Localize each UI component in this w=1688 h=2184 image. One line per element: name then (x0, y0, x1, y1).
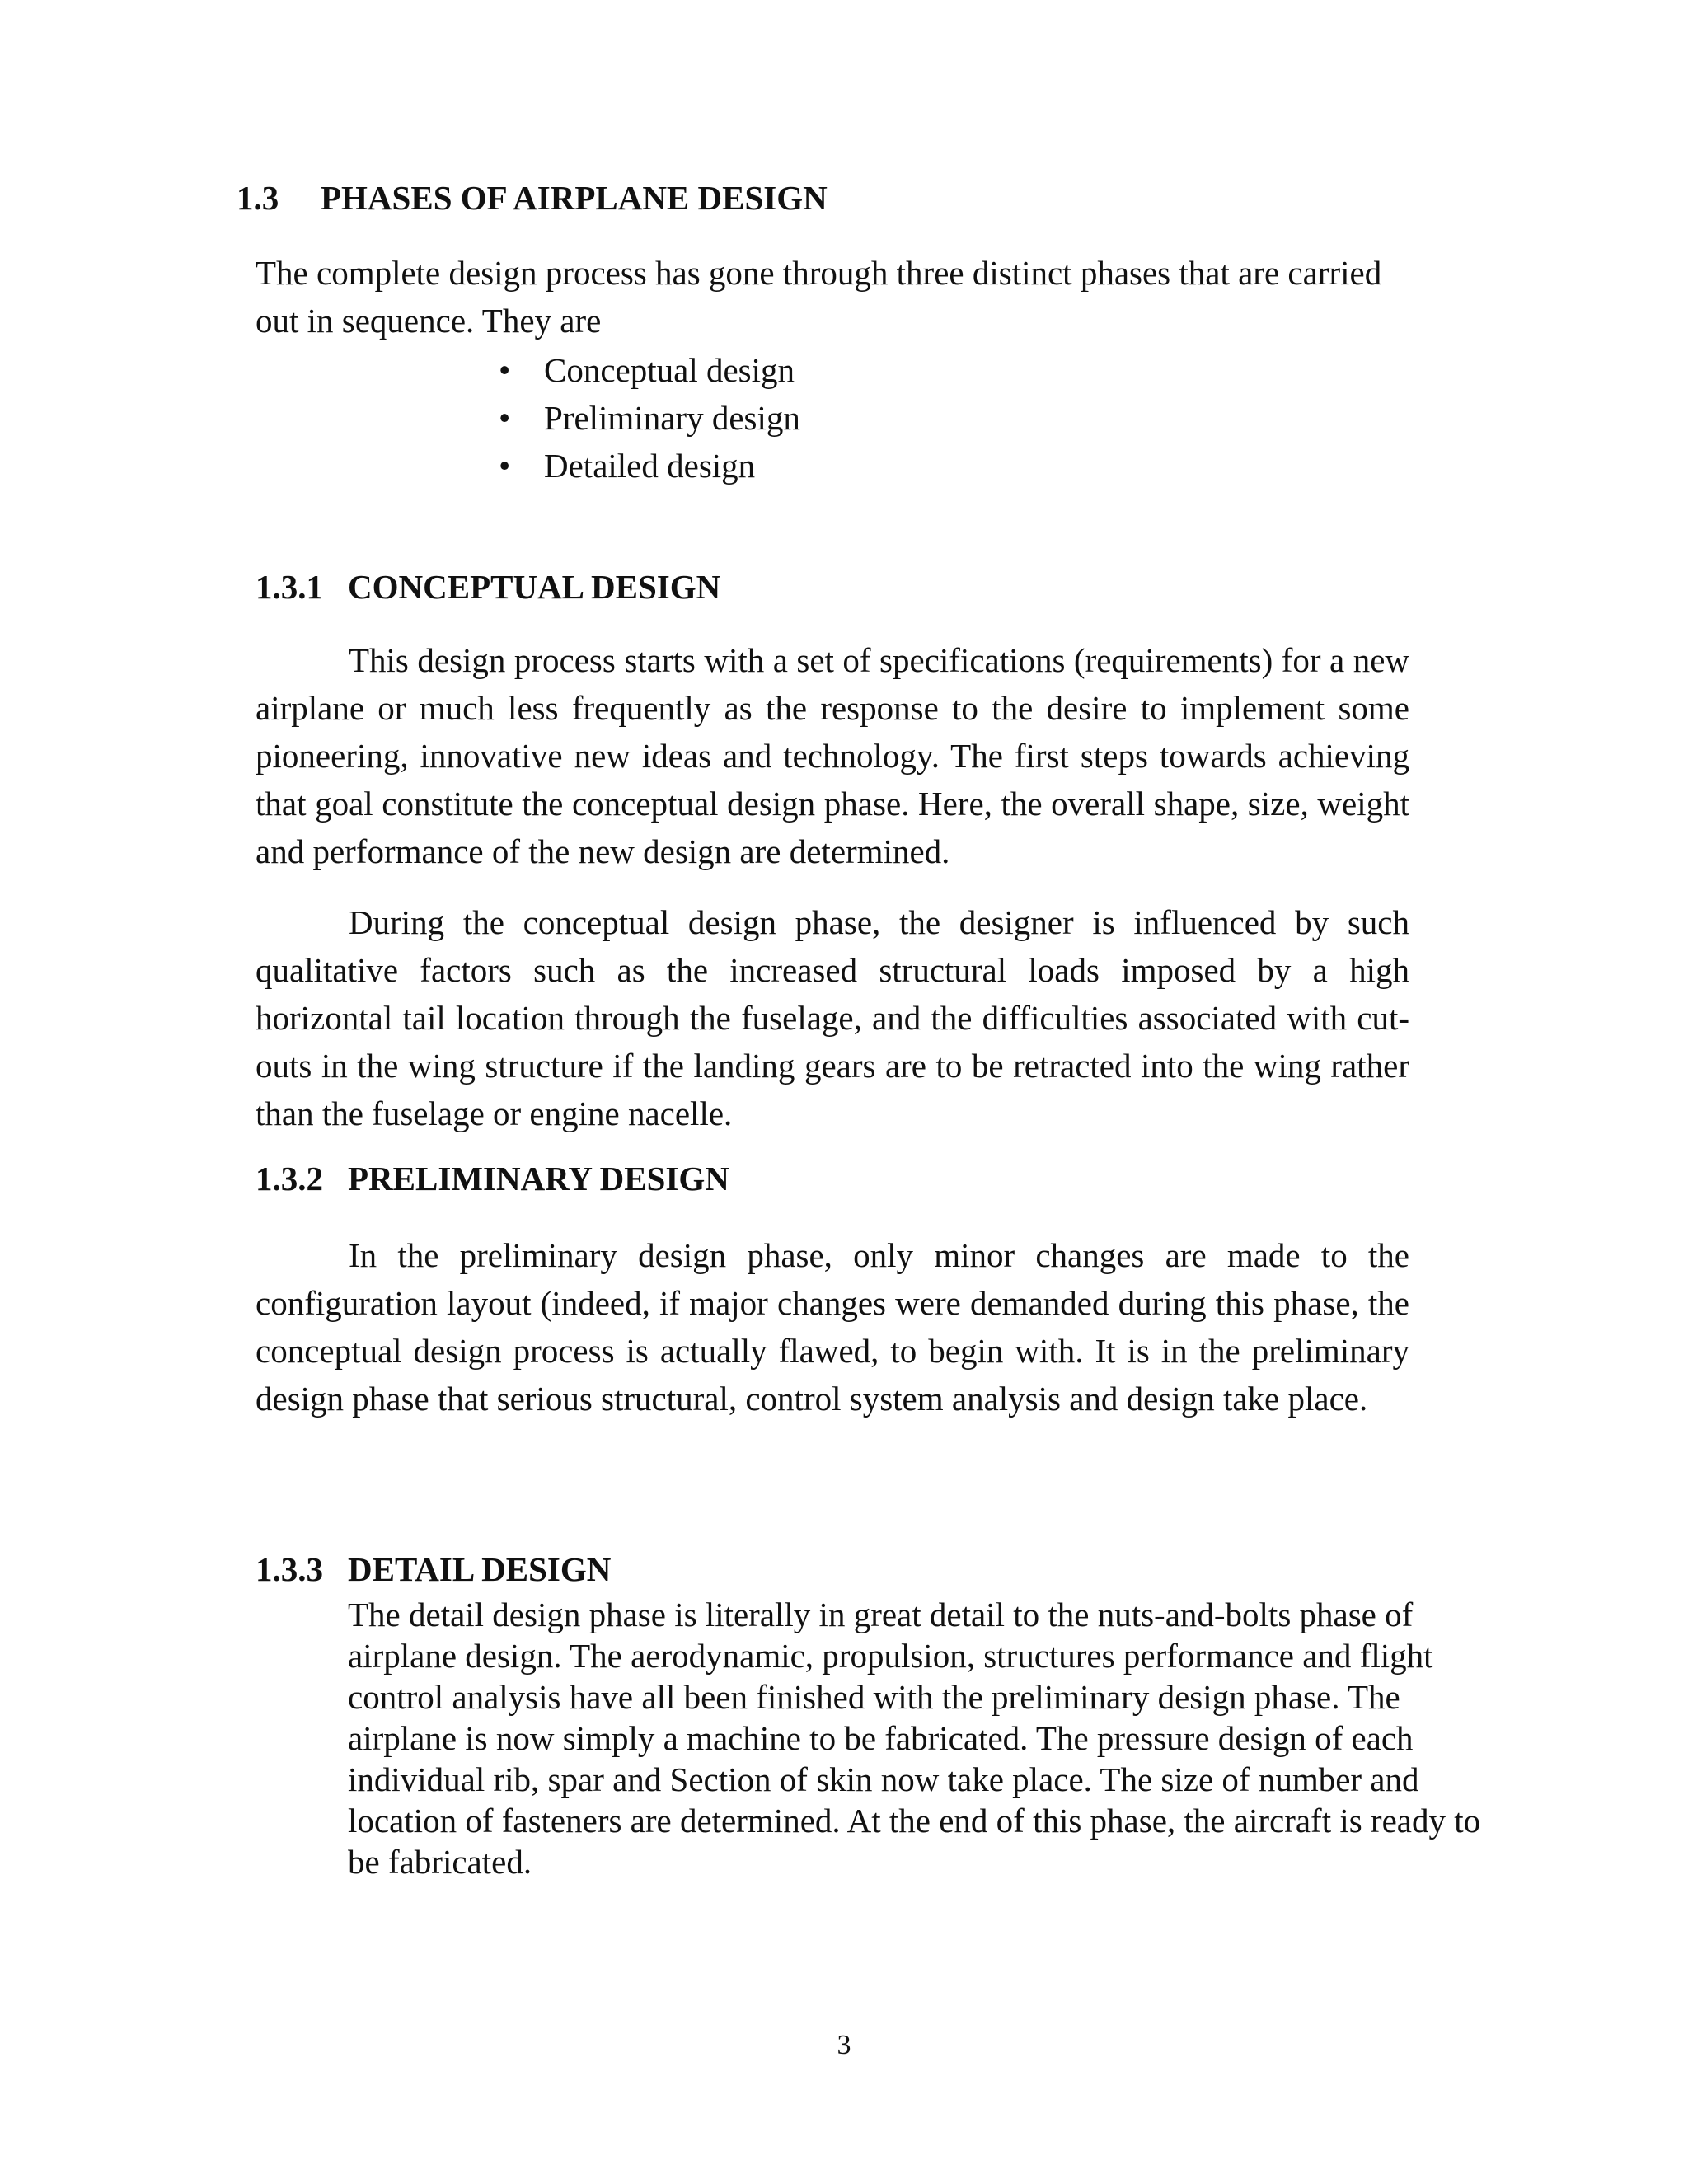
section-title: CONCEPTUAL DESIGN (348, 568, 721, 606)
body-paragraph: In the preliminary design phase, only minor changes are made to the configuration layout (indeed, if major changes were demanded during this phase, the conceptual design process is actually flawed, to begin with. It is in the preliminary design phase that serious structural, control system analysis and design take place. (256, 1236, 1409, 1418)
section-title: PRELIMINARY DESIGN (348, 1160, 729, 1197)
list-item-label: Conceptual design (544, 351, 795, 389)
list-item (499, 346, 800, 394)
page-number: 3 (837, 2030, 851, 2060)
list-item-label: Preliminary design (544, 399, 800, 437)
section-number: 1.3.1 (256, 568, 323, 606)
body-paragraph: The detail design phase is literally in great detail to the nuts-and-bolts phase of airplane design. The aerodynamic, propulsion, structures performance and flight control analysis have all been finished with the preliminary design phase. The airplane is now simply a machine to be fabricated. The pressure design of each individual rib, spar and Section of skin now take place. The size of number and location of fasteners are determined. At the end of this phase, the aircraft is ready to be fabricated. (348, 1596, 1481, 1881)
intro-paragraph: The complete design process has gone through three distinct phases that are carried out in sequence. They are (256, 254, 1382, 340)
section-number: 1.3.3 (256, 1550, 323, 1588)
section-title: PHASES OF AIRPLANE DESIGN (321, 179, 828, 217)
bullet-glyph: • (499, 351, 511, 389)
section-title: DETAIL DESIGN (348, 1550, 612, 1588)
section-number: 1.3 (237, 179, 279, 217)
bullet-glyph: • (499, 399, 511, 437)
phase-list (499, 346, 800, 490)
body-paragraph: During the conceptual design phase, the designer is influenced by such qualitative factors such as the increased structural loads imposed by a high horizontal tail location through the fuselage, and the difficulties associated with cut-outs in the wing structure if the landing gears are to be retracted into the wing rather than the fuselage or engine nacelle. (256, 903, 1409, 1132)
bullet-glyph: • (499, 447, 511, 485)
section-heading-1-3 (237, 178, 828, 218)
list-item (499, 394, 800, 442)
list-item (499, 442, 800, 490)
section-heading-1-3-2 (256, 1159, 729, 1198)
section-number: 1.3.2 (256, 1160, 323, 1197)
body-paragraph: This design process starts with a set of specifications (requirements) for a new airplane or much less frequently as the response to the desire to implement some pioneering, innovative new ideas and technology. The first steps towards achieving that goal constitute the conceptual design phase. Here, the overall shape, size, weight and performance of the new design are determined. (256, 641, 1409, 870)
list-item-label: Detailed design (544, 447, 756, 485)
section-heading-1-3-1 (256, 567, 720, 607)
section-heading-1-3-3 (256, 1549, 611, 1589)
